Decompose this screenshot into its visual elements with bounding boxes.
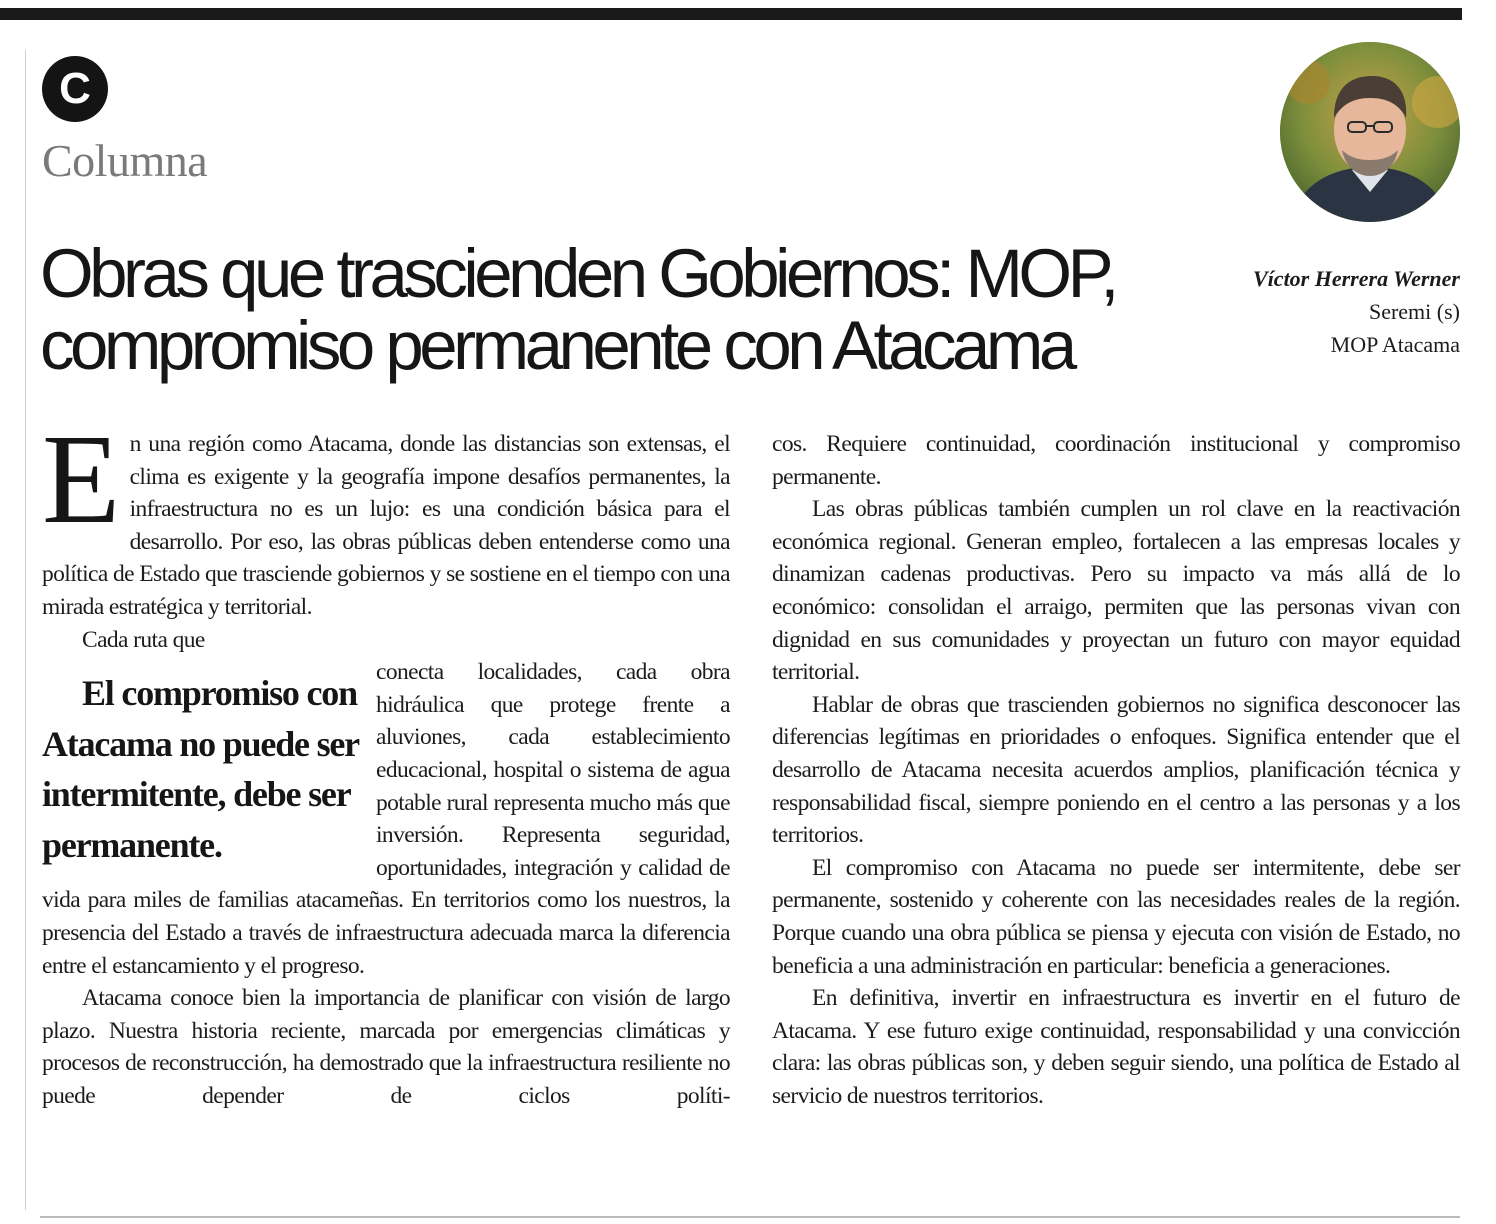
paragraph-1-text: n una región como Atacama, donde las distancias son extensas, el clima es exigente y la geografía impone desafíos permanentes, la infraestructura no es un lujo: es una condición básica para el desarrollo. Por eso, las obras públicas deben entenderse como una política de Estado que trasciende gobiernos y se sostiene en el tiempo con una mirada estratégica y territorial. [42, 431, 730, 620]
headline: Obras que trascienden Gobiernos: MOP, compromiso permanente con Atacama [40, 235, 1115, 384]
paragraph-6: El compromiso con Atacama no puede ser intermitente, debe ser permanente, sostenido y coherente con las necesidades reales de la región. Porque cuando una obra pública se piensa y ejecuta con visión de Estado, no beneficia a una administración en particular: beneficia a generaciones. [772, 854, 1460, 979]
author-organization: MOP Atacama [1330, 332, 1460, 357]
paragraph-1 [42, 408, 730, 624]
paragraph-5: Hablar de obras que trascienden gobiernos no significa desconocer las diferencias legítimas en prioridades o enfoques. Significa entender que el desarrollo de Atacama necesita acuerdos amplios, planificación técnica y responsabilidad fiscal, siempre poniendo en el centro a las personas y a los territorios. [772, 691, 1460, 849]
author-portrait-icon [1280, 42, 1460, 222]
paragraph-2 [42, 624, 730, 983]
top-rule [0, 8, 1462, 20]
author-photo [1280, 42, 1460, 222]
section-badge: C [42, 56, 108, 122]
author-name: Víctor Herrera Werner [1253, 266, 1460, 291]
dropcap: E [42, 408, 120, 550]
paragraph-2-text: Cada ruta que El compromiso con Atacama no puede ser intermitente, debe ser permanente. conecta localidades, cada obra hidráulica que protege frente a aluviones, cada establecimiento educacional, hospital o sistema de agua potable rural representa mucho más que inversión. Representa seguridad, oportunidades, integración y calidad de vida para miles de familias atacameñas. En territorios como los nuestros, la presencia del Estado a través de infraestructura adecuada marca la diferencia entre el estancamiento y el progreso. [42, 626, 730, 979]
paragraph-3-continued: cos. Requiere continuidad, coordinación institucional y compromiso permanente. [772, 431, 1460, 490]
left-margin-rule [25, 50, 26, 1210]
author-role: Seremi (s) [1368, 299, 1460, 324]
paragraph-7: En definitiva, invertir en infraestructura es invertir en el futuro de Atacama. Y ese futuro exige continuidad, responsabilidad y una convicción clara: las obras públicas son, y deben seguir siendo, una política de Estado al servicio de nuestros territorios. [772, 985, 1460, 1109]
bottom-rule [40, 1216, 1460, 1218]
article-column-left [42, 408, 730, 1112]
section-label: Columna [42, 135, 208, 186]
article-column-right [772, 428, 1460, 1112]
paragraph-3: Atacama conoce bien la importancia de planificar con visión de largo plazo. Nuestra historia reciente, marcada por emergencias climáticas y procesos de reconstrucción, ha demostrado que la infraestructura resiliente no puede depender de ciclos políti- [42, 985, 730, 1109]
pull-quote: El compromiso con Atacama no puede ser intermitente, debe ser permanente. [42, 673, 359, 865]
paragraph-4: Las obras públicas también cumplen un rol clave en la reactivación económica regional. Generan empleo, fortalecen a las empresas locales y dinamizan cadenas productivas. Pero su impacto va más allá de lo económico: consolidan el arraigo, permiten que las personas vivan con dignidad en sus comunidades y proyectan un futuro con mayor equidad territorial. [772, 496, 1460, 686]
byline [1253, 262, 1460, 361]
